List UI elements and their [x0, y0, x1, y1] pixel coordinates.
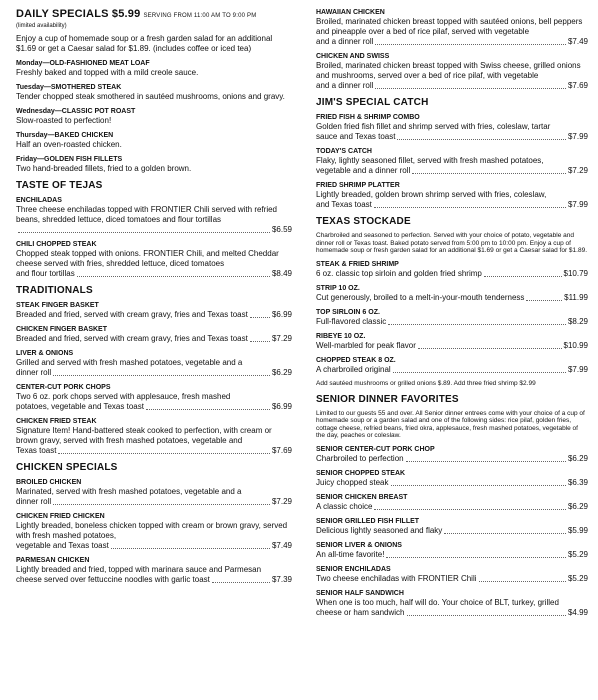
- menu-item: [316, 8, 588, 47]
- traditionals-title: TRADITIONALS: [16, 285, 93, 296]
- menu-item-price: $8.29: [567, 316, 588, 326]
- menu-item-price: $11.99: [564, 292, 588, 302]
- menu-item-price: $4.99: [567, 607, 588, 617]
- menu-item: [16, 383, 292, 412]
- daily-special-desc: Half an oven-roasted chicken.: [16, 140, 122, 149]
- chicken-items-continued: [316, 8, 588, 91]
- daily-special-item: [16, 83, 292, 102]
- menu-item: [316, 493, 588, 512]
- menu-item-price: $7.49: [567, 37, 588, 46]
- dot-leader: [386, 550, 566, 558]
- menu-item-price-line: [16, 446, 292, 456]
- menu-item-price-line: [316, 132, 588, 142]
- menu-item-price-line: [316, 478, 588, 488]
- senior-items: [316, 445, 588, 618]
- menu-item-name: SENIOR LIVER & ONIONS: [316, 541, 402, 549]
- dot-leader: [375, 81, 566, 89]
- menu-item-price: $7.69: [271, 446, 292, 455]
- dot-leader: [146, 402, 270, 410]
- menu-item-price-line: [16, 368, 292, 378]
- menu-item-desc-end: An all-time favorite!: [316, 549, 385, 559]
- menu-item-desc-end: Texas toast: [16, 446, 57, 455]
- menu-item-price: $7.39: [271, 575, 292, 584]
- dot-leader: [374, 502, 566, 510]
- chicken-title: CHICKEN SPECIALS: [16, 462, 118, 473]
- stockade-note: Add sautéed mushrooms or grilled onions $.89. Add three fried shrimp $2.99: [316, 379, 536, 387]
- menu-item-price: $7.99: [567, 200, 588, 209]
- dot-leader: [77, 269, 270, 277]
- senior-title: SENIOR DINNER FAVORITES: [316, 393, 459, 405]
- menu-item-price: $7.29: [271, 497, 292, 506]
- menu-item-desc: Broiled, marinated chicken breast topped with Swiss cheese, grilled onions and mushrooms, served over a bed of rice pilaf, with vegetable: [316, 61, 581, 80]
- menu-item-price-line: [16, 310, 292, 320]
- menu-item-desc-end: vegetable and Texas toast: [16, 541, 109, 550]
- dot-leader: [397, 132, 566, 140]
- dot-leader: [406, 454, 566, 462]
- menu-item: [316, 147, 588, 176]
- stockade-intro: Charbroiled and seasoned to perfection. Served with your choice of potato, vegetable and dinner roll or Texas toast. Baked potato served from 5:00 pm to 10:00 pm. Enjoy a cup of homemade soup or fresh garden salad for an additional $1.69 or get a Caesar salad for $1.89.: [316, 232, 588, 254]
- dot-leader: [412, 166, 566, 174]
- menu-item-price-line: [16, 575, 292, 585]
- menu-item-price: $10.99: [563, 340, 588, 350]
- menu-item-price-line: [316, 81, 588, 91]
- menu-item-name: CHICKEN AND SWISS: [316, 53, 390, 60]
- menu-item-price-line: [16, 402, 292, 412]
- dot-leader: [407, 608, 566, 616]
- menu-item-desc-end: Full-flavored classic: [316, 316, 387, 326]
- menu-item-name: TOP SIRLOIN 6 OZ.: [316, 308, 380, 316]
- menu-item-price: $6.39: [567, 477, 588, 487]
- dot-leader: [53, 497, 270, 505]
- menu-item-price-line: [316, 293, 588, 303]
- menu-item: [316, 332, 588, 351]
- menu-item-name: CENTER-CUT PORK CHOPS: [16, 384, 111, 391]
- daily-special-day: Monday—OLD-FASHIONED MEAT LOAF: [16, 60, 150, 67]
- menu-item-desc-end: Breaded and fried, served with cream gravy, fries and Texas toast: [16, 334, 248, 343]
- dot-leader: [212, 575, 270, 583]
- daily-special-day: Thursday—BAKED CHICKEN: [16, 132, 114, 139]
- menu-item-price-line: [316, 200, 588, 210]
- daily-special-desc: Freshly baked and topped with a mild creole sauce.: [16, 68, 199, 77]
- dot-leader: [526, 293, 562, 301]
- menu-item: [316, 589, 588, 618]
- menu-item-desc: Chopped steak topped with onions. FRONTIER Chili, and melted Cheddar cheese served with fries, shredded lettuce, diced tomatoes: [16, 249, 279, 268]
- menu-item-desc-end: Two cheese enchiladas with FRONTIER Chili: [316, 573, 477, 583]
- dot-leader: [250, 310, 270, 318]
- menu-item-name: SENIOR CHOPPED STEAK: [316, 469, 406, 477]
- menu-item-price-line: [16, 334, 292, 344]
- menu-item-name: FRIED FISH & SHRIMP COMBO: [316, 114, 420, 121]
- menu-item-desc: Lightly breaded, boneless chicken topped with cream or brown gravy, served with fresh mashed potatoes,: [16, 521, 288, 540]
- daily-specials-intro: Enjoy a cup of homemade soup or a fresh garden salad for an additional $1.69 or get a Caesar salad for $1.89. (includes coffee or iced tea): [16, 34, 273, 53]
- daily-special-item: [16, 59, 292, 78]
- menu-item-name: TODAY'S CATCH: [316, 148, 372, 155]
- menu-item-name: SENIOR CENTER-CUT PORK CHOP: [316, 445, 435, 453]
- daily-special-item: [16, 155, 292, 174]
- daily-special-day: Wednesday—CLASSIC POT ROAST: [16, 108, 136, 115]
- menu-item-desc: Broiled, marinated chicken breast topped with sautéed onions, bell peppers and pineapple over a bed of rice pilaf, served with vegetable: [316, 17, 583, 36]
- menu-item-desc-end: cheese or ham sandwich: [316, 607, 405, 617]
- senior-intro: Limited to our guests 55 and over. All Senior dinner entrees come with your choice of a cup of homemade soup or a garden salad and one of the following sides: rice pilaf, golden fries, cottage cheese, refried beans, fried okra, applesauce, fresh mashed potatoes, vegetable of the day, peaches or coleslaw.: [316, 409, 585, 439]
- menu-item-price: $6.29: [567, 501, 588, 511]
- dot-leader: [250, 334, 270, 342]
- tejas-title: TASTE OF TEJAS: [16, 180, 103, 191]
- menu-item-desc: Lightly breaded, golden brown shrimp served with fries, coleslaw,: [316, 190, 547, 199]
- menu-item-name: CHOPPED STEAK 8 OZ.: [316, 356, 396, 364]
- menu-item: [16, 556, 292, 585]
- menu-item-price-line: [316, 37, 588, 47]
- menu-item-price-line: [316, 365, 588, 375]
- menu-item-desc-end: Cut generously, broiled to a melt-in-your-mouth tenderness: [316, 292, 525, 302]
- menu-item-price-line: [316, 269, 588, 279]
- menu-item-price-line: [16, 225, 292, 235]
- menu-item-desc: Grilled and served with fresh mashed potatoes, vegetable and a: [16, 358, 243, 367]
- menu-item-price: $7.29: [567, 166, 588, 175]
- menu-item-price: $8.49: [271, 269, 292, 278]
- menu-item-desc: Three cheese enchiladas topped with FRONTIER Chili served with refried beans, shredded lettuce, diced tomatoes and flour tortillas: [16, 205, 278, 224]
- menu-item-desc-end: and Texas toast: [316, 200, 372, 209]
- menu-item: [16, 196, 292, 235]
- daily-special-desc: Two hand-breaded fillets, fried to a golden brown.: [16, 164, 192, 173]
- menu-item-name: STEAK FINGER BASKET: [16, 302, 99, 309]
- dot-leader: [393, 365, 566, 373]
- menu-item-desc-end: dinner roll: [16, 497, 52, 506]
- menu-item: [316, 541, 588, 560]
- menu-item: [16, 417, 292, 456]
- menu-item-name: SENIOR CHICKEN BREAST: [316, 493, 408, 501]
- menu-item: [316, 469, 588, 488]
- menu-item-name: SENIOR HALF SANDWICH: [316, 589, 404, 597]
- menu-item: [316, 52, 588, 91]
- menu-item-name: PARMESAN CHICKEN: [16, 557, 90, 564]
- menu-item: [316, 284, 588, 303]
- menu-item-price: $6.99: [271, 402, 292, 411]
- menu-item: [316, 113, 588, 142]
- dot-leader: [18, 225, 270, 233]
- menu-item-desc-end: A charbroiled original: [316, 364, 391, 374]
- daily-special-day: Tuesday—SMOTHERED STEAK: [16, 84, 122, 91]
- menu-item-price: $7.69: [567, 81, 588, 90]
- dot-leader: [479, 574, 566, 582]
- menu-item-desc-end: and a dinner roll: [316, 37, 374, 46]
- menu-item-name: CHILI CHOPPED STEAK: [16, 241, 97, 248]
- menu-item-price: $6.59: [271, 225, 292, 234]
- daily-special-item: [16, 107, 292, 126]
- daily-special-item: [16, 131, 292, 150]
- menu-item-price: $6.29: [271, 368, 292, 377]
- menu-item-price-line: [316, 574, 588, 584]
- menu-item-name: SENIOR ENCHILADAS: [316, 565, 391, 573]
- menu-item-desc-end: dinner roll: [16, 368, 52, 377]
- menu-item-desc-end: vegetable and a dinner roll: [316, 166, 411, 175]
- menu-item: [316, 445, 588, 464]
- menu-item-price-line: [316, 317, 588, 327]
- menu-item-desc-end: Delicious lightly seasoned and flaky: [316, 525, 443, 535]
- menu-item-desc: When one is too much, half will do. Your choice of BLT, turkey, grilled: [316, 597, 559, 607]
- menu-item-desc-end: Juicy chopped steak: [316, 477, 389, 487]
- dot-leader: [53, 368, 270, 376]
- menu-item-desc-end: Well-marbled for peak flavor: [316, 340, 416, 350]
- menu-item-price: $7.49: [271, 541, 292, 550]
- right-column: [316, 8, 588, 623]
- menu-item-name: CHICKEN FINGER BASKET: [16, 326, 108, 333]
- menu-item: [16, 301, 292, 320]
- menu-item-desc: Two 6 oz. pork chops served with applesauce, fresh mashed: [16, 392, 231, 401]
- menu-item: [16, 240, 292, 279]
- menu-item-price: $7.99: [567, 132, 588, 141]
- menu-item-name: ENCHILADAS: [16, 197, 62, 204]
- menu-item: [316, 356, 588, 375]
- menu-item-desc-end: and flour tortillas: [16, 269, 75, 278]
- dot-leader: [374, 200, 566, 208]
- dot-leader: [484, 269, 562, 277]
- daily-days-list: [16, 59, 292, 174]
- menu-item-desc: Signature Item! Hand-battered steak cooked to perfection, with cream or brown gravy, served with fresh mashed potatoes, vegetable and: [16, 426, 272, 445]
- menu-item: [16, 512, 292, 551]
- daily-special-desc: Slow-roasted to perfection!: [16, 116, 112, 125]
- menu-item-name: CHICKEN FRIED CHICKEN: [16, 513, 105, 520]
- menu-item-price: $7.99: [567, 364, 588, 374]
- menu-item: [316, 517, 588, 536]
- menu-item-price-line: [316, 166, 588, 176]
- catch-items: [316, 113, 588, 210]
- menu-item-price: $5.29: [567, 549, 588, 559]
- menu-item-name: RIBEYE 10 OZ.: [316, 332, 366, 340]
- menu-item-name: STEAK & FRIED SHRIMP: [316, 260, 399, 268]
- menu-item-name: SENIOR GRILLED FISH FILLET: [316, 517, 420, 525]
- menu-item-price-line: [316, 526, 588, 536]
- menu-item-price: $6.29: [567, 453, 588, 463]
- dot-leader: [375, 37, 566, 45]
- menu-item: [16, 325, 292, 344]
- menu-item: [316, 260, 588, 279]
- menu-item-price: $7.29: [271, 334, 292, 343]
- menu-item: [316, 565, 588, 584]
- daily-specials-title: DAILY SPECIALS $5.99 SERVING FROM 11:00 AM TO 9:00 PM: [16, 8, 257, 20]
- menu-item-name: HAWAIIAN CHICKEN: [316, 9, 385, 16]
- tejas-items: [16, 196, 292, 279]
- menu-item: [16, 478, 292, 507]
- menu-item: [316, 308, 588, 327]
- menu-item-price-line: [316, 341, 588, 351]
- stockade-items: [316, 260, 588, 375]
- menu-item-name: LIVER & ONIONS: [16, 350, 74, 357]
- stockade-title: TEXAS STOCKADE: [316, 216, 411, 227]
- menu-item-desc-end: Charbroiled to perfection: [316, 453, 404, 463]
- menu-item: [16, 349, 292, 378]
- daily-special-desc: Tender chopped steak smothered in sautéed mushrooms, onions and gravy.: [16, 92, 285, 101]
- menu-item-name: BROILED CHICKEN: [16, 479, 82, 486]
- menu-item-desc-end: and a dinner roll: [316, 81, 374, 90]
- menu-item-desc-end: Breaded and fried, served with cream gravy, fries and Texas toast: [16, 310, 248, 319]
- menu-item-desc: Marinated, served with fresh mashed potatoes, vegetable and a: [16, 487, 242, 496]
- menu-item-desc-end: potatoes, vegetable and Texas toast: [16, 402, 144, 411]
- menu-item-price-line: [16, 541, 292, 551]
- catch-title: JIM'S SPECIAL CATCH: [316, 97, 429, 108]
- menu-item-price-line: [316, 502, 588, 512]
- menu-item-name: CHICKEN FRIED STEAK: [16, 418, 97, 425]
- dot-leader: [388, 317, 566, 325]
- dot-leader: [444, 526, 566, 534]
- menu-item-price: $6.99: [271, 310, 292, 319]
- dot-leader: [58, 446, 270, 454]
- left-column: [16, 8, 292, 590]
- daily-special-day: Friday—GOLDEN FISH FILLETS: [16, 156, 123, 163]
- dot-leader: [418, 341, 562, 349]
- menu-item-price: $5.29: [567, 573, 588, 583]
- menu-item-desc: Flaky, lightly seasoned fillet, served with fresh mashed potatoes,: [316, 156, 544, 165]
- menu-item-price-line: [316, 608, 588, 618]
- menu-item-price: $5.99: [567, 525, 588, 535]
- menu-item-price: $10.79: [563, 268, 588, 278]
- menu-item-price-line: [16, 269, 292, 279]
- menu-item-price-line: [316, 454, 588, 464]
- menu-item-name: STRIP 10 OZ.: [316, 284, 360, 292]
- menu-item-desc: Golden fried fish fillet and shrimp served with fries, coleslaw, tartar: [316, 122, 551, 131]
- menu-item-desc: Lightly breaded and fried, topped with marinara sauce and Parmesan: [16, 565, 262, 574]
- menu-item-name: FRIED SHRIMP PLATTER: [316, 182, 400, 189]
- dot-leader: [391, 478, 566, 486]
- dot-leader: [111, 541, 270, 549]
- menu-item-desc-end: 6 oz. classic top sirloin and golden fried shrimp: [316, 268, 482, 278]
- menu-item-desc-end: A classic choice: [316, 501, 373, 511]
- traditionals-items: [16, 301, 292, 456]
- menu-item: [316, 181, 588, 210]
- menu-item-price-line: [16, 497, 292, 507]
- limited-availability-note: (limited availability): [16, 23, 67, 29]
- chicken-items: [16, 478, 292, 585]
- menu-item-desc-end: cheese served over fettuccine noodles with garlic toast: [16, 575, 210, 584]
- menu-item-desc-end: sauce and Texas toast: [316, 132, 396, 141]
- menu-item-price-line: [316, 550, 588, 560]
